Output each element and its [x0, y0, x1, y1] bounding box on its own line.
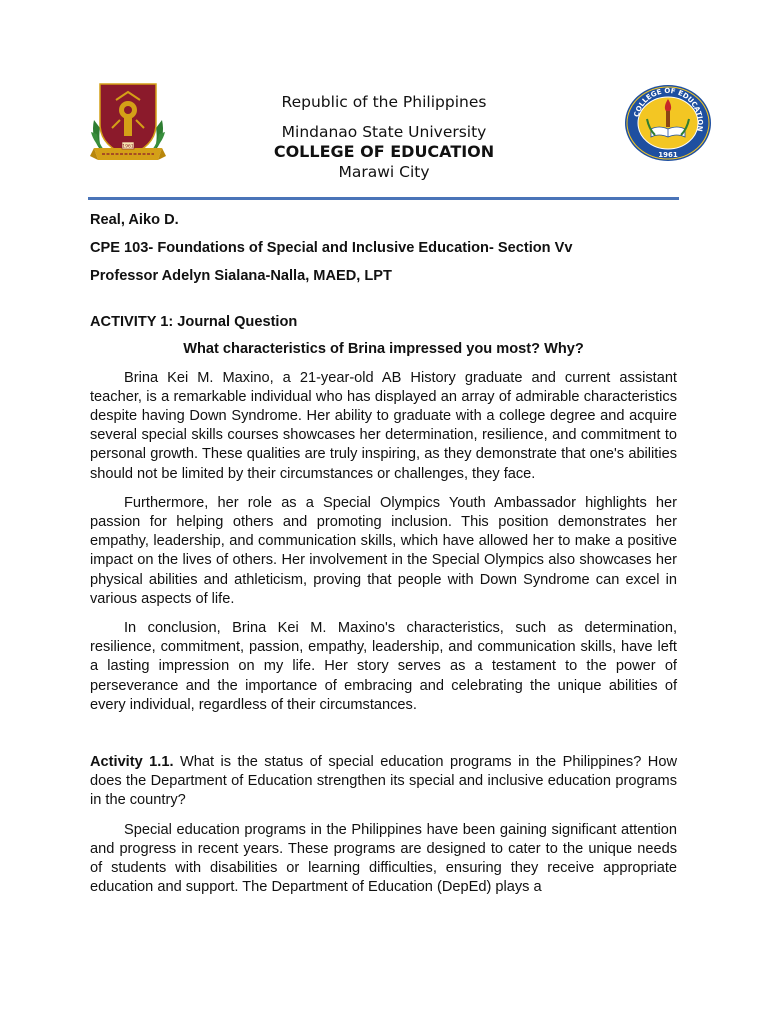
activity1-1-question: [90, 753, 677, 811]
activity1-title: ACTIVITY 1: Journal Question: [90, 314, 298, 331]
activity1-paragraph-1: Brina Kei M. Maxino, a 21-year-old AB History graduate and current assistant teacher, is a remarkable individual who has displayed an array of admirable characteristics despite having Down Syndrome. Her ability to graduate with a college degree and acquire several special skills courses showcases her determination, resilience, and commitment to personal growth. These qualities are truly inspiring, as they demonstrate that one's abilities should not be limited by their circumstances or challenges, they face.: [90, 369, 677, 482]
header-divider: [88, 197, 679, 200]
msu-seal-icon: [88, 80, 168, 166]
professor-line: Professor Adelyn Sialana-Nalla, MAED, LPT: [90, 268, 392, 284]
city-line: Marawi City: [338, 163, 430, 181]
seal-year-text: 1961: [658, 151, 678, 159]
activity1-1-label: Activity 1.1.: [90, 754, 174, 771]
activity1-1-question-text: What is the status of special education programs in the Philippines? How does the Department of Education strengthen its special and inclusive education programs in the country?: [90, 754, 677, 809]
activity1-paragraph-3: In conclusion, Brina Kei M. Maxino's characteristics, such as determination, resilience, commitment, passion, empathy, leadership, and communication skills, have left a lasting impression on my life. Her story serves as a testament to the power of perseverance and the importance of embracing and celebrating the unique abilities of every individual, regardless of their circumstances.: [90, 620, 677, 713]
letterhead-text: [178, 92, 590, 182]
document-body: [90, 211, 677, 907]
activity1-1-paragraph: Special education programs in the Philippines have been gaining significant attention and progress in recent years. These programs are designed to cater to the unique needs of students with disabilities or learning difficulties, ensuring they receive appropriate education and support. The Department of Education (DepEd) plays a: [90, 821, 677, 896]
university-line: Mindanao State University: [281, 123, 487, 141]
seal-ring-text: COLLEGE OF EDUCATION: [632, 86, 705, 133]
msu-seal-ribbon-text: 1961: [122, 144, 134, 150]
activity1-paragraph-2: Furthermore, her role as a Special Olympics Youth Ambassador highlights her passion for helping others and promoting inclusion. This position demonstrates her empathy, leadership, and communication skills, which have allowed her to make a positive impact on the lives of others. Her involvement in the Special Olympics also showcases her physical abilities and athleticism, proving that people with Down Syndrome can excel in various aspects of life.: [90, 494, 677, 607]
college-line: COLLEGE OF EDUCATION: [273, 142, 495, 161]
student-name: Real, Aiko D.: [90, 212, 179, 228]
course-line: CPE 103- Foundations of Special and Inclusive Education- Section Vv: [90, 240, 573, 256]
college-of-education-seal-icon: [623, 83, 713, 163]
activity1-question: What characteristics of Brina impressed you most? Why?: [183, 341, 584, 358]
republic-line: Republic of the Philippines: [281, 93, 487, 111]
letterhead: [88, 78, 705, 196]
